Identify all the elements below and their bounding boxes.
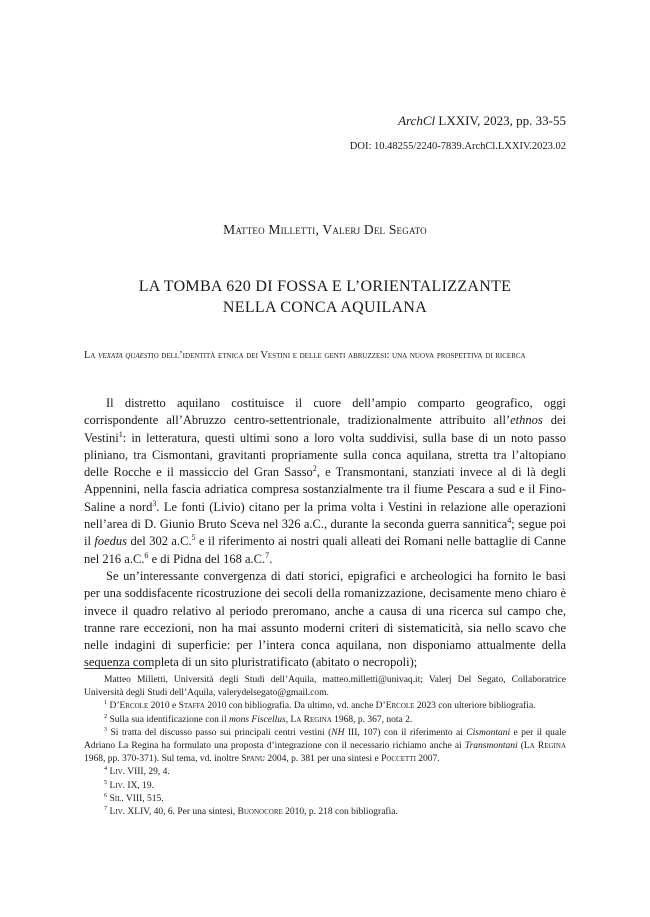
footnote-1 [84,700,566,713]
author-affiliation: Matteo Milletti, Università degli Studi dell’Aquila, matteo.milletti@univaq.it; Valerj Del Segato, Collaboratrice Università degli Studi dell’Aquila, valerydelsegato@gmail.com. [84,675,566,699]
footnote-separator [84,668,152,669]
footnote-5 [84,780,566,793]
footnote-7 [84,806,566,819]
footnote-ref: 4 [507,515,512,525]
text: VIII, 29, 4. [125,767,170,778]
article-title-line-1: LA TOMBA 620 DI FOSSA E L’ORIENTALIZZANTE [138,278,512,295]
text: IX, 19. [125,780,155,791]
cited-source: Liv. [109,807,126,818]
italic-text: ethnos [510,413,543,428]
footnote-ref: 3 [152,498,157,508]
cited-author: Buonocore [237,807,283,818]
text: e il riferimento ai nostri quali alleati dei Romani nelle battaglie di Canne nel 216 a.C. [84,534,566,566]
text: e di Pidna del 168 a.C. [148,551,266,566]
cited-source: Sil. [109,793,124,804]
footnote-number: 2 [104,713,108,720]
cited-source: Liv. [109,780,126,791]
footnote-2 [84,714,566,727]
paragraph-2: Se un’interessante convergenza di dati storici, epigrafici e archeologici ha fornito le basi per una soddisfacente ricostruzione dei secoli della romanizzazione, decisamente meno chiaro è invece il quadro relativo al periodo preromano, anche a causa di una ricerca sul campo che, tranne rare eccezioni, non ha mai assunto moderni criteri di sistematicità, sia nello scavo che nelle indagini di superficie: per l’intera conca aquilana, non disponiamo attualmente della sequenza completa di un sito pluristratificato (abitato o necropoli); [84,568,566,670]
italic-text: Transmontani [464,741,518,752]
footnote-number: 5 [104,779,108,786]
footnote-ref: 7 [265,550,270,560]
text: . [269,551,273,566]
text: 2010, p. 218 con bibliografia. [282,807,398,818]
text: . Le fonti (Livio) citano per la prima volta i Vestini in relazione alle operazioni nell’area di D. Giunio Bruto Sceva nel 326 a.C., durante la seconda guerra sannitica [84,499,566,532]
authors: Matteo Milletti, Valerj Del Segato [223,222,427,237]
footnote-number: 7 [104,805,108,812]
section-heading [84,348,566,363]
footnote-number: 4 [104,766,108,773]
text: ( [517,741,524,752]
text: , [285,714,291,725]
text: del 302 a.C. [127,534,192,549]
cited-author: La Regina [290,714,332,725]
cited-author: Staffa [178,701,205,712]
italic-text: NH [331,727,345,738]
footnote-6 [84,793,566,806]
footnote-4 [84,766,566,779]
text: 2023 con ulteriore bibliografia. [414,701,536,712]
text: 2010 e [148,701,179,712]
section-heading-part: La [84,350,99,361]
footnotes [84,674,566,819]
footnote-ref: 2 [312,464,317,474]
cited-author: Spanu [241,754,265,765]
text: Il distretto aquilano costituisce il cuore dell’ampio comparto geografico, oggi corrispondente all’Abruzzo centro-settentrionale, tradizionalmente attribuito all’ [84,396,566,428]
cited-source: Liv. [109,767,126,778]
journal-name: ArchCl [398,113,436,128]
footnote-number: 3 [104,726,108,733]
cited-author: La Regina [523,741,566,752]
cited-author: D’Ercole [375,701,415,712]
italic-text: foedus [94,534,128,549]
article-title-line-2: NELLA CONCA AQUILANA [222,299,428,316]
italic-text: Cismontani [466,727,511,738]
italic-text: mons Fiscellus [228,714,286,725]
text: dei Vestini [84,413,566,445]
text: Si tratta del discusso passo sui principali centri vestini ( [107,727,332,738]
journal-volume-pages: LXXIV, 2023, pp. 33-55 [435,113,566,128]
cited-author: Poccetti [381,754,416,765]
footnote-ref: 6 [144,550,149,560]
footnote-number: 1 [104,700,108,707]
text: 1968, p. 367, nota 2. [331,714,413,725]
footnote-ref: 1 [118,429,123,439]
text: VIII, 515. [123,793,164,804]
doi: DOI: 10.48255/2240-7839.ArchCl.LXXIV.2023.02 [349,141,566,152]
body-text [84,395,566,672]
footnote-ref: 5 [191,533,196,543]
text: XLIV, 40, 6. Per una sintesi, [125,807,238,818]
article-title [0,276,650,318]
section-heading-part: dell’identità etnica dei Vestini e delle genti abruzzesi: una nuova prospettiva di ricerca [158,350,526,361]
text: III, 107) con il riferimento ai [344,727,467,738]
text: ; segue poi il [84,517,566,549]
footnote-number: 6 [104,792,108,799]
text: , e Transmontani, stanziati invece al di là degli Appennini, nella fascia adriatica compresa sostanzialmente tra il fiume Pescara a sud e il Fino-Saline a nord [84,465,566,514]
journal-citation [300,113,566,129]
footnote-3 [84,727,566,767]
text: : in letteratura, questi ultimi sono a loro volta suddivisi, sulla base di un noto passo pliniano, tra Cismontani, gravitanti propriamente sulla conca aquilana, stretta tra l’altopiano delle Rocche e il massiccio del Gran Sasso [84,430,566,480]
text: e per il quale Adriano La Regina ha formulato una proposta d’integrazione con il necessario richiamo anche ai [84,727,566,752]
text: 2004, p. 381 per una sintesi e [264,754,382,765]
text: Sulla sua identificazione con il [107,714,229,725]
text: 2007. [415,754,440,765]
paragraph-1 [84,395,566,568]
text: 2010 con bibliografia. Da ultimo, vd. anche [204,701,376,712]
section-heading-italic: vexata quaestio [98,350,159,361]
cited-author: D’Ercole [109,701,149,712]
text: 1968, pp. 370-371). Sul tema, vd. inoltre [84,754,242,765]
